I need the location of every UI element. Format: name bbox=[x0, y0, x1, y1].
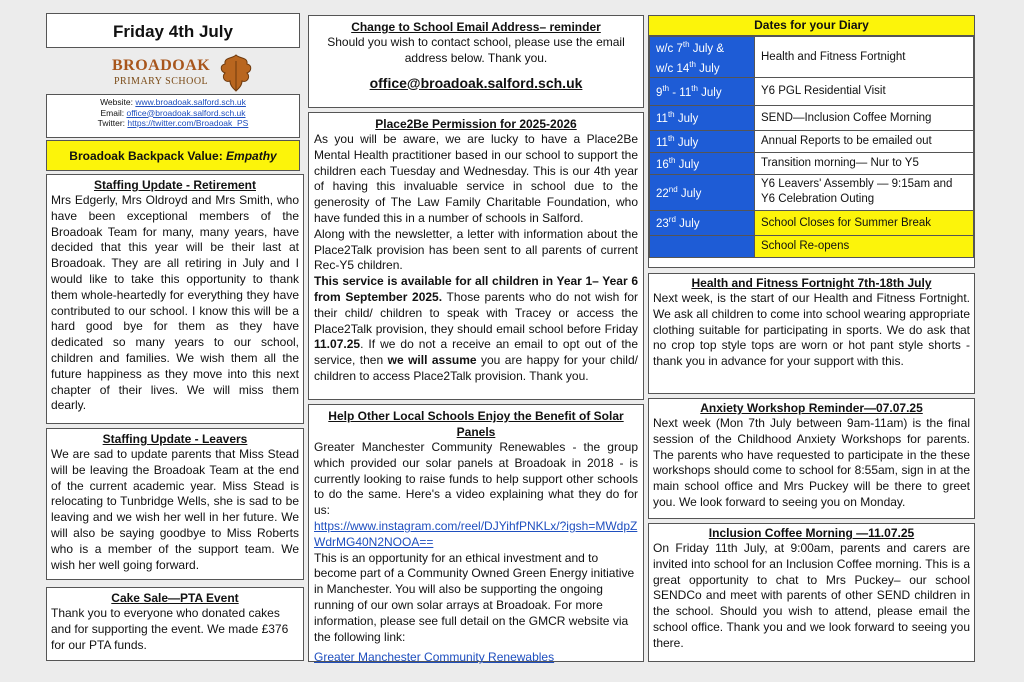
backpack-value-box bbox=[46, 140, 300, 171]
diary-date: 11th July bbox=[650, 130, 755, 152]
diary-row bbox=[650, 77, 974, 105]
place2be-deadline: 11.07.25 bbox=[314, 337, 361, 352]
diary-title: Dates for your Diary bbox=[649, 16, 974, 36]
staffing-retirement-body: Mrs Edgerly, Mrs Oldroyd and Mrs Smith, who have been exceptional members of the Broadoak Team for many, many years, have decided that this year will be their last at Broadoak. They are all retiring in July and I would like to take this opportunity to thank them whole-heartedly for everything they have contributed to our school. I know this will be a hard good bye for them as they have dedicated so many years to our school, children and families. We wish them all the future happiness as they move into this next chapter of their lives. We will miss them dearly. bbox=[51, 193, 299, 413]
diary-event: SEND—Inclusion Coffee Morning bbox=[755, 105, 974, 130]
diary-event: School Closes for Summer Break bbox=[755, 210, 974, 235]
solar-para-2: This is an opportunity for an ethical investment and to become part of a Community Owned Green Energy initiative in Manchester. You will also be supporting the ongoing running of our own solar arrays at Broadoak. For more information, please see full detail on the GMCR website via the following link: bbox=[314, 550, 635, 644]
diary-event: Y6 PGL Residential Visit bbox=[755, 77, 974, 105]
logo-name: BROADOAK bbox=[112, 57, 211, 74]
diary-row bbox=[650, 152, 974, 174]
coffee-box bbox=[648, 523, 975, 662]
diary-table bbox=[649, 36, 974, 258]
staffing-leavers-body: We are sad to update parents that Miss Stead will be leaving the Broadoak Team at the end of the current academic year. Miss Stead is relocating to Tunbridge Wells, she is sad to be leaving and we wish her well in her future. We will also be saying goodbye to Miss Roberts who is a member of the support team. We wish her well going forward. bbox=[51, 447, 299, 572]
anxiety-body: Next week (Mon 7th July between 9am-11am) is the final session of the Childhood Anxiety Workshops for parents. The parents who have requested to participate in the these workshops should come to school for 8:55am, sign in at the main school office and Mrs Puckey will be there to greet you. We look forward to seeing you on Monday. bbox=[653, 416, 970, 509]
diary-row bbox=[650, 235, 974, 257]
fitness-box bbox=[648, 273, 975, 394]
diary-row bbox=[650, 105, 974, 130]
cake-sale-body: Thank you to everyone who donated cakes and for supporting the event. We made £376 for our PTA funds. bbox=[51, 606, 289, 652]
diary-date: 23rd July bbox=[650, 210, 755, 235]
backpack-label: Broadoak Backpack Value: bbox=[69, 149, 223, 163]
place2be-box bbox=[308, 112, 644, 400]
staffing-retirement-box bbox=[46, 174, 304, 424]
email-change-box bbox=[308, 15, 644, 108]
place2be-title: Place2Be Permission for 2025-2026 bbox=[375, 117, 577, 131]
coffee-body: On Friday 11th July, at 9:00am, parents and carers are invited into school for an Inclusion Coffee morning. This is a great opportunity to chat to Mrs Puckey– our school SENDCo and meet with parents of other SEND children in the school. Should you wish to attend, please email the school office. Thank you and we look forward to seeing you there. bbox=[653, 541, 970, 650]
solar-title: Help Other Local Schools Enjoy the Benefit of Solar Panels bbox=[328, 409, 624, 439]
anxiety-box bbox=[648, 398, 975, 519]
diary-date bbox=[650, 235, 755, 257]
solar-video-link[interactable]: https://www.instagram.com/reel/DJYihfPNKLx/?igsh=MWdpZWdrMG40N2NOOA== bbox=[314, 518, 638, 549]
place2be-assume: we will assume bbox=[387, 353, 477, 368]
solar-para-1: Greater Manchester Community Renewables - the group which provided our solar panels at Broadoak in 2018 - is currently looking to raise funds to help support other schools to do the same. Here's a video explaining what they do for us: bbox=[314, 440, 638, 518]
backpack-value: Empathy bbox=[226, 149, 277, 163]
diary-date: 9th - 11th July bbox=[650, 77, 755, 105]
email-label: Email: bbox=[100, 107, 125, 118]
diary-date: 11th July bbox=[650, 105, 755, 130]
fitness-body: Next week, is the start of our Health and Fitness Fortnight. We ask all children to come into school wearing appropriate clothing suitable for participating in sports. We do ask that no crop top style tops are worn or hot pant style shorts - thank you in advance for your support with this. bbox=[653, 291, 970, 369]
diary-event: School Re-opens bbox=[755, 235, 974, 257]
website-link[interactable]: www.broadoak.salford.sch.uk bbox=[135, 97, 246, 107]
cake-sale-box bbox=[46, 587, 304, 661]
fitness-title: Health and Fitness Fortnight 7th-18th July bbox=[691, 276, 932, 290]
staffing-leavers-box bbox=[46, 428, 304, 580]
contact-info-box bbox=[46, 94, 300, 138]
diary-box bbox=[648, 15, 975, 268]
place2be-optout-text-2: . If we do not a receive an email to opt out of the service, then bbox=[314, 337, 638, 368]
school-logo bbox=[46, 50, 300, 94]
staffing-leavers-title: Staffing Update - Leavers bbox=[102, 432, 248, 446]
place2be-optout-text: Those parents who do not wish for their child/ children to speak with Tracey or access the Place2Talk provision, they should email school before Friday bbox=[314, 289, 638, 336]
place2be-para-2: Along with the newsletter, a letter with information about the Place2Talk provision has been sent to all parents of current Rec-Y5 children. bbox=[314, 226, 638, 273]
place2be-availability: This service is available for all children in Year 1– Year 6 from September 2025. bbox=[314, 274, 638, 304]
diary-date: 16th July bbox=[650, 152, 755, 174]
anxiety-title: Anxiety Workshop Reminder—07.07.25 bbox=[700, 401, 923, 415]
email-link[interactable]: office@broadoak.salford.sch.uk bbox=[126, 107, 246, 118]
twitter-link[interactable]: https://twitter.com/Broadoak_PS bbox=[127, 118, 249, 128]
gmcr-link[interactable]: Greater Manchester Community Renewables bbox=[314, 650, 555, 665]
diary-event: Health and Fitness Fortnight bbox=[755, 37, 974, 78]
diary-row bbox=[650, 130, 974, 152]
solar-box bbox=[308, 404, 644, 665]
staffing-retirement-title: Staffing Update - Retirement bbox=[93, 178, 256, 192]
twitter-label: Twitter: bbox=[97, 118, 126, 128]
diary-row bbox=[650, 174, 974, 210]
school-email-link[interactable]: office@broadoak.salford.sch.uk bbox=[369, 74, 583, 91]
date-header-box bbox=[46, 13, 300, 48]
diary-event: Annual Reports to be emailed out bbox=[755, 130, 974, 152]
place2be-para-1: As you will be aware, we are lucky to have a Place2Be Mental Health practitioner based in our school to support the children each Tuesday and Wednesday. This is our 4th year of having this invaluable service in school due to the generosity of The Law Family Charitable Foundation, who have funded this in a number of schools in Salford. bbox=[314, 132, 638, 225]
website-label: Website: bbox=[100, 97, 133, 107]
email-change-body: Should you wish to contact school, please use the email address below. Thank you. bbox=[327, 35, 625, 65]
place2be-para-3 bbox=[314, 274, 638, 385]
diary-date: 22nd July bbox=[650, 174, 755, 210]
email-change-title: Change to School Email Address– reminder bbox=[351, 20, 601, 34]
newsletter-date: Friday 4th July bbox=[113, 22, 233, 41]
cake-sale-title: Cake Sale—PTA Event bbox=[111, 591, 239, 605]
diary-row bbox=[650, 210, 974, 235]
oak-leaf-icon bbox=[218, 53, 254, 93]
logo-subtitle: PRIMARY SCHOOL bbox=[114, 76, 209, 87]
place2be-closing: you are happy for your child/ children to access Place2Talk provision. Thank you. bbox=[314, 353, 638, 383]
diary-date: w/c 7th July & w/c 14th July bbox=[650, 37, 755, 78]
coffee-title: Inclusion Coffee Morning —11.07.25 bbox=[708, 526, 915, 540]
diary-event: Y6 Leavers' Assembly — 9:15am and Y6 Celebration Outing bbox=[755, 174, 974, 210]
diary-row bbox=[650, 37, 974, 78]
diary-event: Transition morning— Nur to Y5 bbox=[755, 152, 974, 174]
